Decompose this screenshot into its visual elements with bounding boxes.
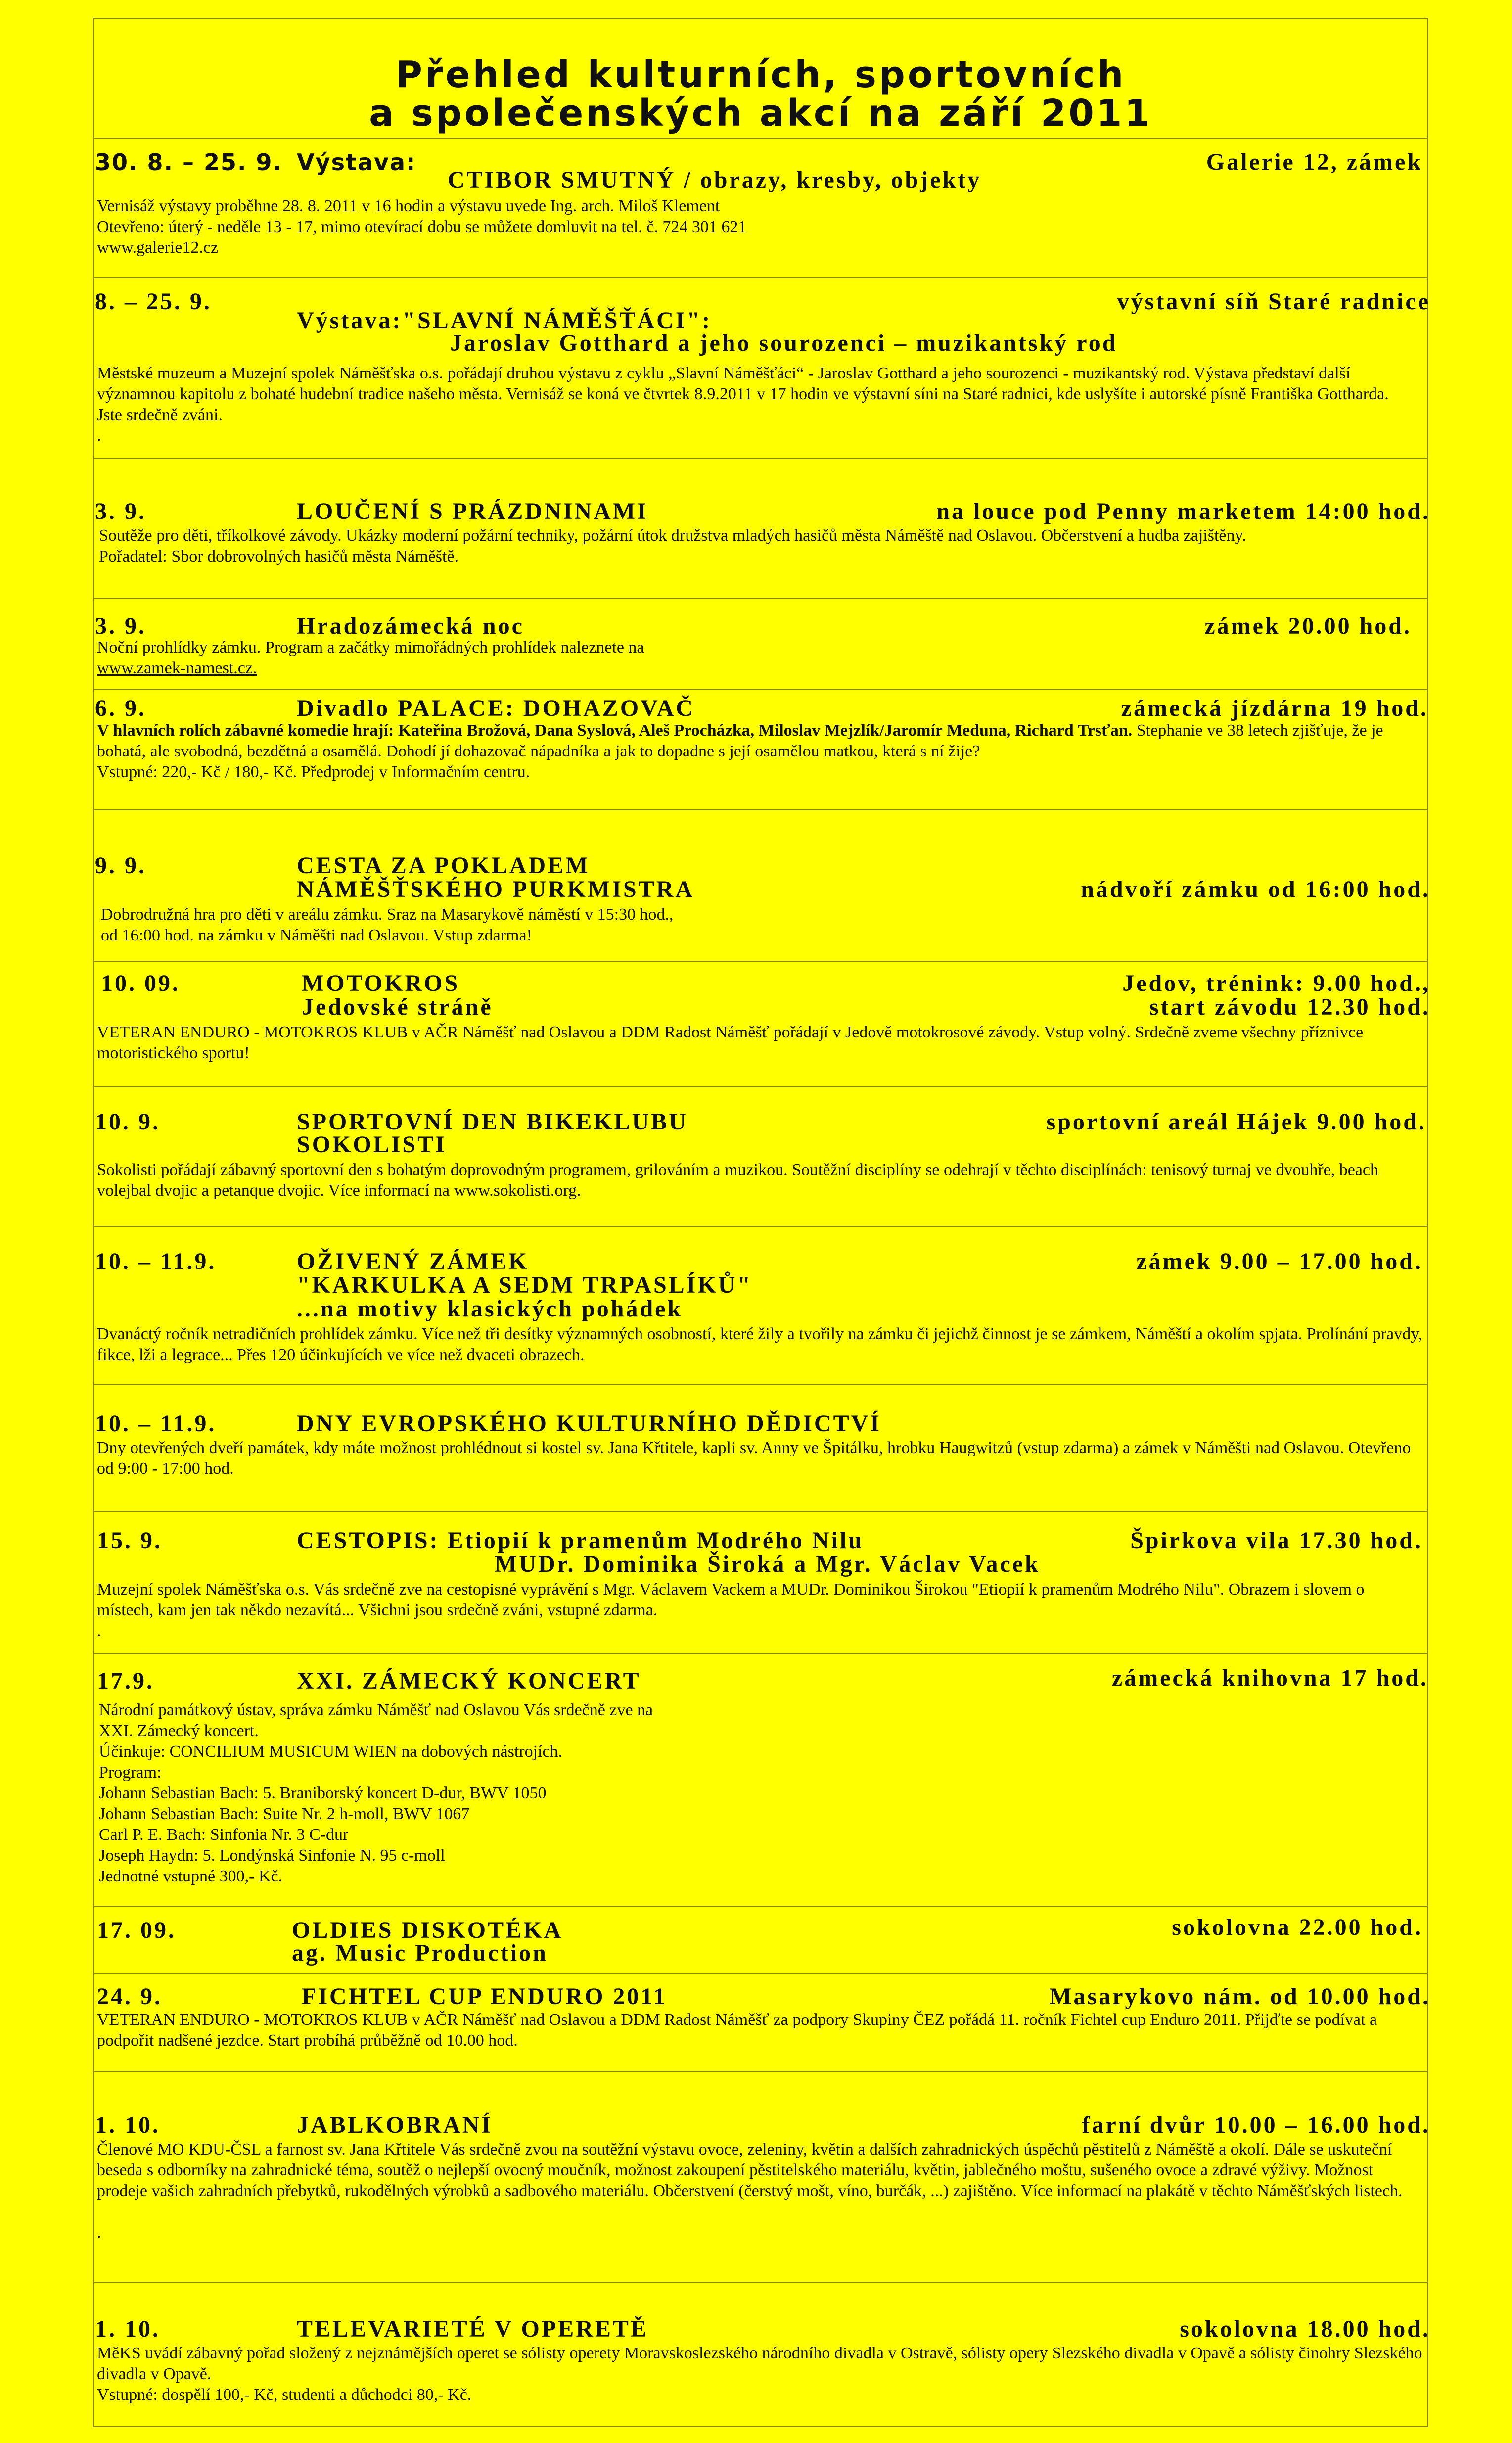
- event-title: DNY EVROPSKÉHO KULTURNÍHO DĚDICTVÍ: [297, 1410, 881, 1437]
- program-item: Johann Sebastian Bach: 5. Braniborský koncert D-dur, BWV 1050: [99, 1784, 547, 1802]
- event-cesta-za-pokladem: [94, 810, 1430, 962]
- event-desc: Muzejní spolek Náměšťska o.s. Vás srdečně zve na cestopisné vyprávění s Mgr. Václavem Vackem a MUDr. Dominikou Širokou "Etiopií k pramenům Modrého Nilu". Obrazem i slovem o místech, kam jen tak někdo nezavítá... Všichni jsou srdečně zváni, vstupné zdarma.: [97, 1580, 1365, 1619]
- event-desc-line: Dobrodružná hra pro děti v areálu zámku. Sraz na Masarykově náměstí v 15:30 hod.,: [101, 905, 674, 924]
- event-cast: V hlavních rolích zábavné komedie hrají: Kateřina Brožová, Dana Syslová, Aleš Procházka, Miloslav Mejzlík/Jaromír Meduna, Richard Trsťan.: [97, 721, 1133, 740]
- event-motokros: [94, 962, 1430, 1087]
- event-title: XXI. ZÁMECKÝ KONCERT: [297, 1668, 641, 1694]
- event-place: zámek 9.00 – 17.00 hod.: [1136, 1248, 1422, 1274]
- event-place: Masarykovo nám. od 10.00 hod.: [1049, 1983, 1430, 2010]
- event-title: TELEVARIETÉ V OPERETĚ: [297, 2316, 648, 2342]
- event-desc: VETERAN ENDURO - MOTOKROS KLUB v AČR Náměšť nad Oslavou a DDM Radost Náměšť za podpory Skupiny ČEZ pořádá 11. ročník Fichtel cup Enduro 2011. Přijďte se podívat a podpořit nadšené jezdce. Start probíhá průběžně od 10.00 hod.: [97, 2011, 1377, 2050]
- event-divadlo-palace: [94, 690, 1427, 810]
- event-oldies-diskoteka: [94, 1907, 1427, 1974]
- event-desc-line: Noční prohlídky zámku. Program a začátky mimořádných prohlídek naleznete na: [97, 638, 644, 657]
- event-title: Výstava:: [297, 149, 416, 176]
- event-title: JABLKOBRANÍ: [297, 2112, 493, 2138]
- event-place: zámek 20.00 hod.: [1204, 613, 1412, 639]
- event-web-link[interactable]: www.zamek-namest.cz.: [97, 659, 257, 677]
- event-title: CESTOPIS: Etiopií k pramenům Modrého Nilu: [297, 1527, 864, 1553]
- event-date: 1. 10.: [95, 2112, 160, 2138]
- event-desc-line: Vernisáž výstavy proběhne 28. 8. 2011 v 16 hodin a výstavu uvede Ing. arch. Miloš Klement: [97, 197, 720, 215]
- event-place: sokolovna 18.00 hod.: [1180, 2316, 1430, 2342]
- event-subtitle: MUDr. Dominika Široká a Mgr. Václav Vacek: [495, 1551, 1040, 1577]
- event-desc-line: Program:: [99, 1763, 162, 1782]
- event-subtitle: Jedovské stráně: [302, 994, 493, 1020]
- event-cestopis-etiopie: [94, 1512, 1427, 1654]
- event-place: Jedov, trénink: 9.00 hod.,: [1122, 970, 1430, 996]
- event-desc-line: Vstupné: 220,- Kč / 180,- Kč. Předprodej v Informačním centru.: [97, 763, 530, 781]
- event-desc: Sokolisti pořádají zábavný sportovní den s bohatým doprovodným programem, grilováním a muzikou. Soutěžní disciplíny se odehrají v těchto disciplínách: tenisový turnaj ve dvouhře, beach volejbal dvojic a petanque dvojic. Více informací na www.sokolisti.org.: [97, 1161, 1379, 1200]
- event-date: 30. 8. – 25. 9.: [95, 149, 282, 176]
- event-date: 6. 9.: [95, 695, 146, 721]
- event-louceni-s-prazdninami: [94, 459, 1430, 599]
- page-title: [94, 20, 1427, 139]
- event-title: Hradozámecká noc: [297, 613, 524, 639]
- event-slavni-namestaci: [94, 278, 1430, 459]
- event-desc-line: Národní památkový ústav, správa zámku Náměšť nad Oslavou Vás srdečně zve na: [99, 1701, 653, 1719]
- event-title: OLDIES DISKOTÉKA: [292, 1917, 563, 1943]
- title-line-2: a společenských akcí na září 2011: [369, 92, 1152, 135]
- event-subtitle: SOKOLISTI: [297, 1131, 447, 1158]
- program-item: Carl P. E. Bach: Sinfonia Nr. 3 C-dur: [99, 1826, 349, 1844]
- event-desc-line: Vstupné: dospělí 100,- Kč, studenti a důchodci 80,- Kč.: [97, 2386, 472, 2404]
- event-place: farní dvůr 10.00 – 16.00 hod.: [1082, 2112, 1430, 2138]
- event-date: 1. 10.: [95, 2316, 160, 2342]
- event-place: sportovní areál Hájek 9.00 hod.: [1046, 1109, 1426, 1135]
- event-subtitle: Jaroslav Gotthard a jeho sourozenci – muzikantský rod: [450, 330, 1118, 356]
- event-desc-line: .: [97, 1622, 101, 1640]
- event-title: MOTOKROS: [302, 970, 460, 996]
- event-date: 24. 9.: [97, 1983, 162, 2010]
- event-place: Špirkova vila 17.30 hod.: [1130, 1527, 1422, 1553]
- event-desc-line: .: [97, 2223, 101, 2242]
- event-place: nádvoří zámku od 16:00 hod.: [1081, 876, 1430, 902]
- event-date: 15. 9.: [97, 1527, 162, 1553]
- event-desc-line: Jednotné vstupné 300,- Kč.: [99, 1867, 283, 1885]
- event-desc: Dvanáctý ročník netradičních prohlídek zámku. Více než tři desítky významných osobností, které žily a tvořily na zámku či jejichž činnost je se zámkem, Náměští a okolím spjata. Prolínání pravdy, fikce, lži a legrace... Přes 120 účinkujících ve více než dvaceti obrazech.: [97, 1325, 1422, 1364]
- event-televariete-v-operete: [94, 2283, 1430, 2426]
- event-title: Výstava:"SLAVNÍ NÁMĚŠŤÁCI":: [297, 307, 712, 333]
- event-place: zámecká knihovna 17 hod.: [1111, 1665, 1428, 1691]
- event-date: 3. 9.: [95, 498, 146, 524]
- event-date: 10. – 11.9.: [95, 1410, 217, 1437]
- event-web-link[interactable]: www.galerie12.cz: [97, 238, 219, 257]
- event-date: 3. 9.: [95, 613, 146, 639]
- event-title: CESTA ZA POKLADEM: [297, 852, 590, 879]
- event-title: SPORTOVNÍ DEN BIKEKLUBU: [297, 1109, 688, 1135]
- event-desc-line: Soutěže pro děti, tříkolkové závody. Ukázky moderní požární techniky, požární útok družstva mladých hasičů města Náměště nad Oslavou. Občerstvení a hudba zajištěny.: [99, 526, 1246, 545]
- event-subtitle: ag. Music Production: [292, 1940, 548, 1966]
- title-line-1: Přehled kulturních, sportovních: [395, 53, 1126, 96]
- event-desc-line: .: [97, 426, 101, 445]
- event-desc: Dny otevřených dveří památek, kdy máte možnost prohlédnout si kostel sv. Jana Křtitele, kapli sv. Anny ve Špitálku, hrobku Haugwitzů (vstup zdarma) a zámek v Náměšti nad Oslavou. Otevřeno od 9:00 - 17:00 hod.: [97, 1439, 1411, 1478]
- event-date: 10. – 11.9.: [95, 1248, 217, 1274]
- event-place: výstavní síň Staré radnice: [1117, 288, 1430, 315]
- event-desc: [97, 720, 1418, 762]
- event-zamecky-koncert: [94, 1654, 1427, 1907]
- event-sportovni-den-bikeklubu: [94, 1087, 1427, 1227]
- event-date: 9. 9.: [95, 852, 146, 879]
- event-hradozamecka-noc: [94, 599, 1427, 690]
- event-subtitle: NÁMĚŠŤSKÉHO PURKMISTRA: [297, 876, 695, 902]
- event-desc-line: Otevřeno: úterý - neděle 13 - 17, mimo otevírací dobu se můžete domluvit na tel. č. 724 301 621: [97, 218, 747, 236]
- event-desc-line: Účinkuje: CONCILIUM MUSICUM WIEN na dobových nástrojích.: [99, 1742, 563, 1761]
- event-date: 17. 09.: [97, 1917, 176, 1943]
- event-subtitle: "KARKULKA A SEDM TRPASLÍKŮ": [297, 1272, 752, 1298]
- event-oziveny-zamek: [94, 1227, 1427, 1385]
- event-desc: MěKS uvádí zábavný pořad složený z nejznámějších operet se sólisty operety Moravskoslezského národního divadla v Ostravě, sólisty opery Slezského divadla v Opavě a sólisty činohry Slezského divadla v Opavě.: [97, 2344, 1422, 2383]
- event-desc-line: od 16:00 hod. na zámku v Náměšti nad Oslavou. Vstup zdarma!: [101, 926, 532, 944]
- event-place: na louce pod Penny marketem 14:00 hod.: [936, 498, 1430, 524]
- event-desc-line: XXI. Zámecký koncert.: [99, 1722, 259, 1740]
- event-vystava-ctibor-smutny: [94, 139, 1427, 278]
- event-date: 17.9.: [97, 1668, 154, 1694]
- event-title: Divadlo PALACE: DOHAZOVAČ: [297, 695, 695, 721]
- event-subtitle: CTIBOR SMUTNÝ / obrazy, kresby, objekty: [448, 167, 982, 193]
- event-desc-text: Stephanie ve 38 letech zjišťuje, že je bohatá, ale svobodná, bezdětná a osamělá. Dohodí jí dohazovač nápadníka a jak to dopadne s její osamělou matkou, která s ní žije?: [97, 721, 1383, 760]
- event-title: LOUČENÍ S PRÁZDNINAMI: [297, 498, 648, 524]
- event-place-2: start závodu 12.30 hod.: [1149, 994, 1430, 1020]
- event-subtitle-2: ...na motivy klasických pohádek: [297, 1296, 683, 1322]
- event-date: 10. 9.: [95, 1109, 160, 1135]
- event-jablkobrani: [94, 2072, 1430, 2283]
- event-fichtel-cup: [94, 1974, 1430, 2072]
- event-date: 8. – 25. 9.: [95, 288, 212, 315]
- event-place: sokolovna 22.00 hod.: [1172, 1914, 1422, 1940]
- event-desc: Městské muzeum a Muzejní spolek Náměšťska o.s. pořádají druhou výstavu z cyklu „Slavní Náměšťáci“ - Jaroslav Gotthard a jeho sourozenci - muzikantský rod. Výstava představí další významnou kapitolu z bohaté hudební tradice našeho města. Vernisáž se koná ve čtvrtek 8.9.2011 v 17 hodin ve výstavní síni na Staré radnici, kde uslyšíte i autorské písně Františka Gottharda. Jste srdečně zváni.: [97, 364, 1389, 424]
- event-date: 10. 09.: [101, 970, 180, 996]
- program-item: Johann Sebastian Bach: Suite Nr. 2 h-moll, BWV 1067: [99, 1805, 470, 1823]
- event-place: Galerie 12, zámek: [1206, 149, 1422, 175]
- event-desc: VETERAN ENDURO - MOTOKROS KLUB v AČR Náměšť nad Oslavou a DDM Radost Náměšť pořádají v Jedově motokrosové závody. Vstup volný. Srdečně zveme všechny příznivce motoristického sportu!: [97, 1023, 1364, 1062]
- event-title: OŽIVENÝ ZÁMEK: [297, 1248, 529, 1274]
- event-title: FICHTEL CUP ENDURO 2011: [302, 1983, 667, 2010]
- event-desc-line: Pořadatel: Sbor dobrovolných hasičů města Náměště.: [99, 547, 459, 565]
- event-dny-evropskeho-dedictvi: [94, 1385, 1427, 1512]
- event-desc: Členové MO KDU-ČSL a farnost sv. Jana Křtitele Vás srdečně zvou na soutěžní výstavu ovoce, zeleniny, květin a dalších zahradnických úspěchů pěstitelů z Náměště a okolí. Dále se uskuteční beseda s odborníky na zahradnické téma, soutěž o nejlepší ovocný moučník, možnost zakoupení pěstitelského materiálu, květin, jablečného moštu, sušeného ovoce a zdravé výživy. Možnost prodeje vašich zahradních přebytků, rukodělných výrobků a sadbového materiálu. Občerstvení (čerstvý mošt, víno, burčák, ...) zajištěno. Více informací na plakátě v těchto Náměšťských listech.: [97, 2140, 1403, 2200]
- event-place: zámecká jízdárna 19 hod.: [1121, 695, 1428, 721]
- program-item: Joseph Haydn: 5. Londýnská Sinfonie N. 95 c-moll: [99, 1846, 445, 1865]
